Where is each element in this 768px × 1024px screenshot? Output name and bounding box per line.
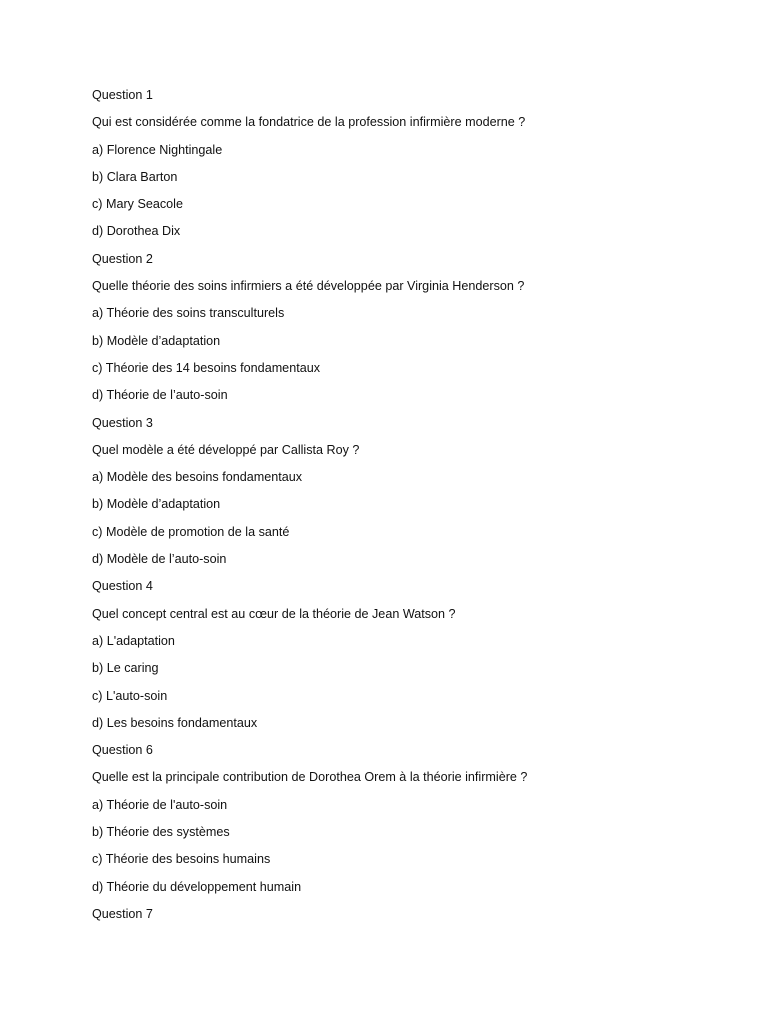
answer-option: b) Théorie des systèmes	[92, 825, 230, 840]
answer-option: a) Théorie des soins transculturels	[92, 306, 285, 321]
answer-option: c) Modèle de promotion de la santé	[92, 524, 290, 539]
question-block	[92, 85, 712, 249]
answer-option: a) Théorie de l'auto-soin	[92, 797, 228, 812]
question-block	[92, 413, 712, 577]
question-block	[92, 740, 712, 904]
question-text: Quel modèle a été développé par Callista Roy ?	[92, 442, 360, 457]
question-block	[92, 576, 712, 740]
question-text: Qui est considérée comme la fondatrice de la profession infirmière moderne ?	[92, 115, 526, 130]
answer-option: c) Théorie des besoins humains	[92, 852, 271, 867]
question-text: Quel concept central est au cœur de la théorie de Jean Watson ?	[92, 606, 456, 621]
question-heading: Question 7	[92, 906, 153, 921]
question-heading: Question 2	[92, 251, 153, 266]
quiz-content	[92, 85, 712, 931]
answer-option: c) L'auto-soin	[92, 688, 168, 703]
answer-option: a) Florence Nightingale	[92, 142, 223, 157]
question-heading: Question 4	[92, 579, 153, 594]
question-text: Quelle théorie des soins infirmiers a été développée par Virginia Henderson ?	[92, 279, 525, 294]
answer-option: d) Dorothea Dix	[92, 224, 181, 239]
answer-option: b) Le caring	[92, 661, 159, 676]
question-block	[92, 249, 712, 413]
question-heading: Question 6	[92, 743, 153, 758]
answer-option: d) Les besoins fondamentaux	[92, 715, 258, 730]
answer-option: b) Modèle d’adaptation	[92, 333, 221, 348]
answer-option: d) Théorie du développement humain	[92, 879, 302, 894]
answer-option: c) Mary Seacole	[92, 197, 183, 212]
answer-option: b) Modèle d’adaptation	[92, 497, 221, 512]
question-heading: Question 1	[92, 88, 153, 102]
answer-option: c) Théorie des 14 besoins fondamentaux	[92, 360, 320, 375]
answer-option: a) L'adaptation	[92, 633, 175, 648]
answer-option: a) Modèle des besoins fondamentaux	[92, 470, 303, 485]
question-text: Quelle est la principale contribution de Dorothea Orem à la théorie infirmière ?	[92, 770, 528, 785]
question-heading: Question 3	[92, 415, 153, 430]
answer-option: d) Modèle de l’auto-soin	[92, 552, 227, 567]
answer-option: d) Théorie de l’auto-soin	[92, 388, 228, 403]
answer-option: b) Clara Barton	[92, 169, 178, 184]
